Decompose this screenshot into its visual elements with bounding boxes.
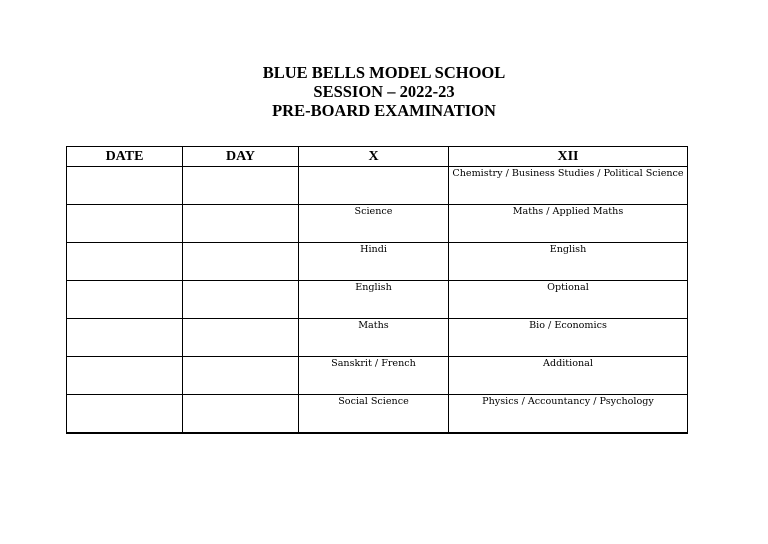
date-value	[67, 243, 182, 244]
date-cell	[67, 357, 183, 395]
class-x-subject: English	[355, 282, 392, 293]
date-value	[67, 319, 182, 320]
class-x-subject: Sanskrit / French	[331, 358, 416, 369]
day-value	[183, 243, 298, 244]
date-value	[67, 395, 182, 396]
class-x-subject	[299, 167, 448, 168]
class-xii-subject: Physics / Accountancy / Psychology	[482, 396, 654, 407]
class-xii-subject-cell	[449, 167, 688, 205]
day-value	[183, 395, 298, 396]
day-cell	[183, 319, 299, 357]
class-xii-subject: Maths / Applied Maths	[512, 206, 624, 217]
date-cell	[67, 167, 183, 205]
class-xii-subject-cell	[449, 243, 688, 281]
day-value	[183, 205, 298, 206]
class-xii-subject-cell	[449, 319, 688, 357]
class-x-subject: Maths	[358, 320, 389, 331]
table-row	[67, 319, 688, 357]
table-row	[67, 243, 688, 281]
class-x-subject-cell	[299, 243, 449, 281]
day-cell	[183, 281, 299, 319]
class-x-subject-cell	[299, 281, 449, 319]
day-value	[183, 281, 298, 282]
class-xii-subject-cell	[449, 205, 688, 243]
date-value	[67, 167, 182, 168]
class-x-subject-cell	[299, 319, 449, 357]
table-row	[67, 281, 688, 319]
class-x-subject: Hindi	[360, 244, 387, 255]
class-xii-subject-cell	[449, 357, 688, 395]
day-value	[183, 319, 298, 320]
class-xii-subject-cell	[449, 395, 688, 434]
class-xii-subject: English	[549, 244, 587, 255]
date-cell	[67, 205, 183, 243]
day-cell	[183, 243, 299, 281]
date-value	[67, 205, 182, 206]
class-xii-subject-cell	[449, 281, 688, 319]
table-row	[67, 205, 688, 243]
day-cell	[183, 395, 299, 434]
date-value	[67, 357, 182, 358]
class-x-subject-cell	[299, 205, 449, 243]
class-xii-subject: Optional	[547, 282, 589, 293]
document-header	[0, 63, 768, 120]
session-title: SESSION – 2022-23	[313, 82, 455, 101]
date-cell	[67, 243, 183, 281]
school-name: BLUE BELLS MODEL SCHOOL	[262, 63, 506, 82]
column-header-class-xii: XII	[449, 147, 688, 167]
column-header-date: DATE	[67, 147, 183, 167]
exam-title: PRE-BOARD EXAMINATION	[272, 101, 496, 120]
table-row	[67, 357, 688, 395]
day-value	[183, 167, 298, 168]
class-x-subject-cell	[299, 395, 449, 434]
class-xii-subject: Additional	[543, 358, 593, 369]
class-x-subject-cell	[299, 167, 449, 205]
date-value	[67, 281, 182, 282]
column-header-class-x: X	[299, 147, 449, 167]
class-x-subject: Social Science	[338, 396, 409, 407]
day-cell	[183, 167, 299, 205]
table-row	[67, 395, 688, 434]
exam-schedule-table	[66, 146, 688, 434]
day-value	[183, 357, 298, 358]
class-x-subject: Science	[354, 206, 393, 217]
table-row	[67, 167, 688, 205]
class-xii-subject: Bio / Economics	[529, 320, 607, 331]
day-cell	[183, 357, 299, 395]
table-header-row	[67, 147, 688, 167]
date-cell	[67, 395, 183, 434]
day-cell	[183, 205, 299, 243]
class-x-subject-cell	[299, 357, 449, 395]
column-header-day: DAY	[183, 147, 299, 167]
date-cell	[67, 319, 183, 357]
class-xii-subject: Chemistry / Business Studies / Political Science	[452, 168, 684, 179]
date-cell	[67, 281, 183, 319]
